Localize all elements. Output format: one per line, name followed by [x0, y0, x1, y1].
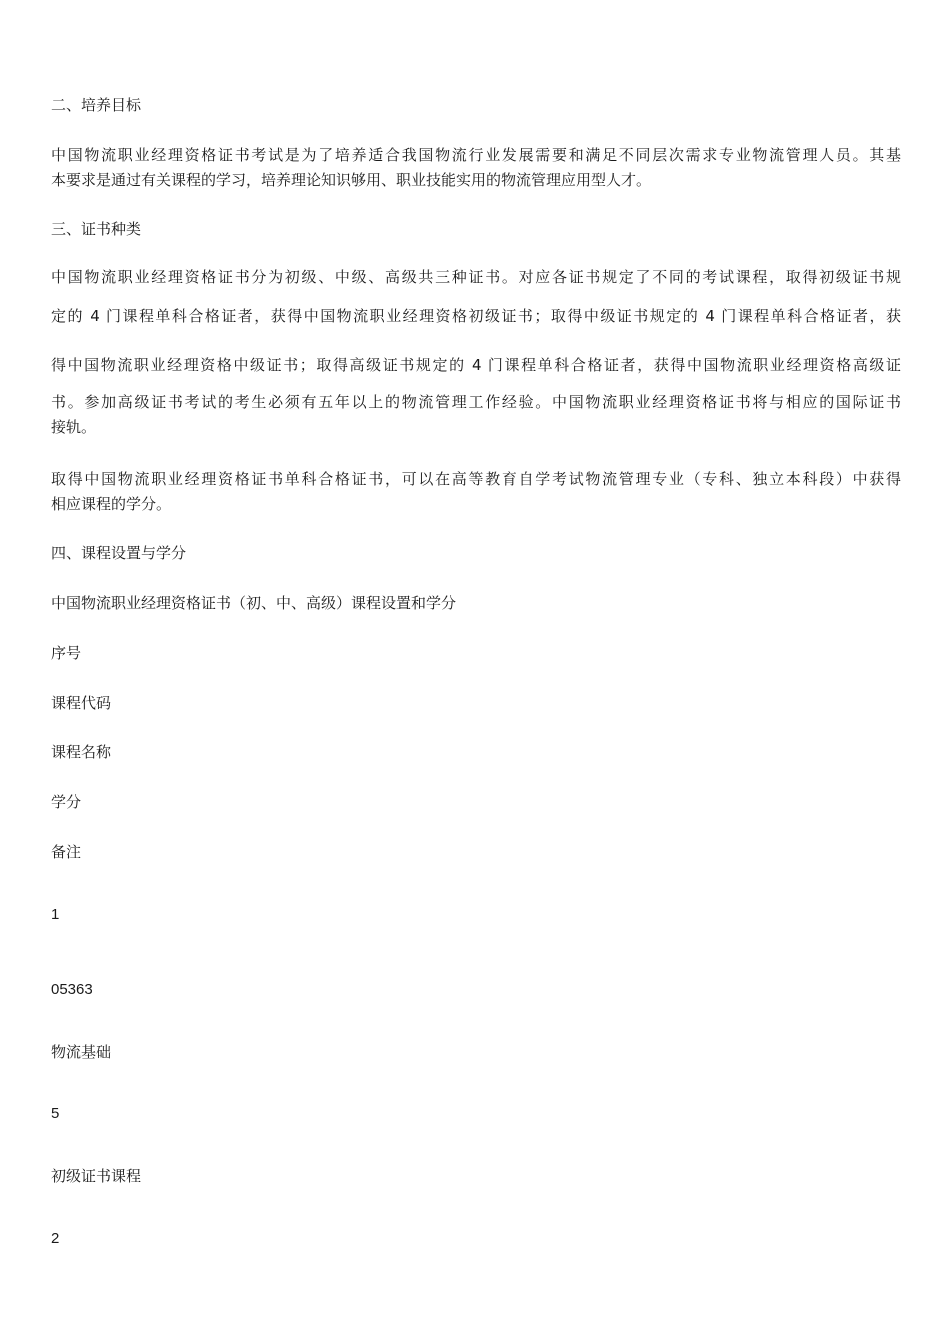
paragraph-line: 本要求是通过有关课程的学习，培养理论知识够用、职业技能实用的物流管理应用型人才。: [51, 171, 652, 189]
paragraph-line: 中国物流职业经理资格证书分为初级、中级、高级共三种证书。对应各证书规定了不同的考试课程，取得初级证书规: [51, 268, 901, 286]
paragraph-line: 取得中国物流职业经理资格证书单科合格证书，可以在高等教育自学考试物流管理专业（专科、独立本科段）中获得: [51, 470, 901, 488]
paragraph-line: 中国物流职业经理资格证书考试是为了培养适合我国物流行业发展需要和满足不同层次需求专业物流管理人员。其基: [51, 146, 901, 164]
table-cell-note: 初级证书课程: [51, 1167, 142, 1185]
types-paragraph: [51, 265, 901, 440]
table-header-name: 课程名称: [51, 743, 112, 761]
section-heading-courses: 四、课程设置与学分: [51, 544, 187, 562]
paragraph-line: 接轨。: [51, 418, 97, 436]
table-cell-name: 物流基础: [51, 1043, 112, 1061]
table-header-credit: 学分: [51, 793, 82, 811]
paragraph-line: 相应课程的学分。: [51, 495, 172, 513]
paragraph-line: 得中国物流职业经理资格中级证书；取得高级证书规定的 4 门课程单科合格证者，获得中国物流职业经理资格高级证: [51, 356, 901, 374]
paragraph-line: 定的 4 门课程单科合格证者，获得中国物流职业经理资格初级证书；取得中级证书规定的 4 门课程单科合格证者，获: [51, 307, 901, 325]
table-cell-no: 2: [51, 1230, 60, 1247]
goal-paragraph: [51, 143, 901, 193]
table-title: 中国物流职业经理资格证书（初、中、高级）课程设置和学分: [51, 594, 457, 612]
table-header-no: 序号: [51, 644, 82, 662]
table-cell-credit: 5: [51, 1105, 60, 1122]
table-header-note: 备注: [51, 843, 82, 861]
table-cell-code: 05363: [51, 981, 93, 998]
section-heading-types: 三、证书种类: [51, 220, 142, 238]
paragraph-line: 书。参加高级证书考试的考生必须有五年以上的物流管理工作经验。中国物流职业经理资格证书将与相应的国际证书: [51, 393, 901, 411]
section-heading-goal: 二、培养目标: [51, 96, 142, 114]
table-cell-no: 1: [51, 906, 60, 923]
table-header-code: 课程代码: [51, 694, 112, 712]
credit-paragraph: [51, 467, 901, 517]
